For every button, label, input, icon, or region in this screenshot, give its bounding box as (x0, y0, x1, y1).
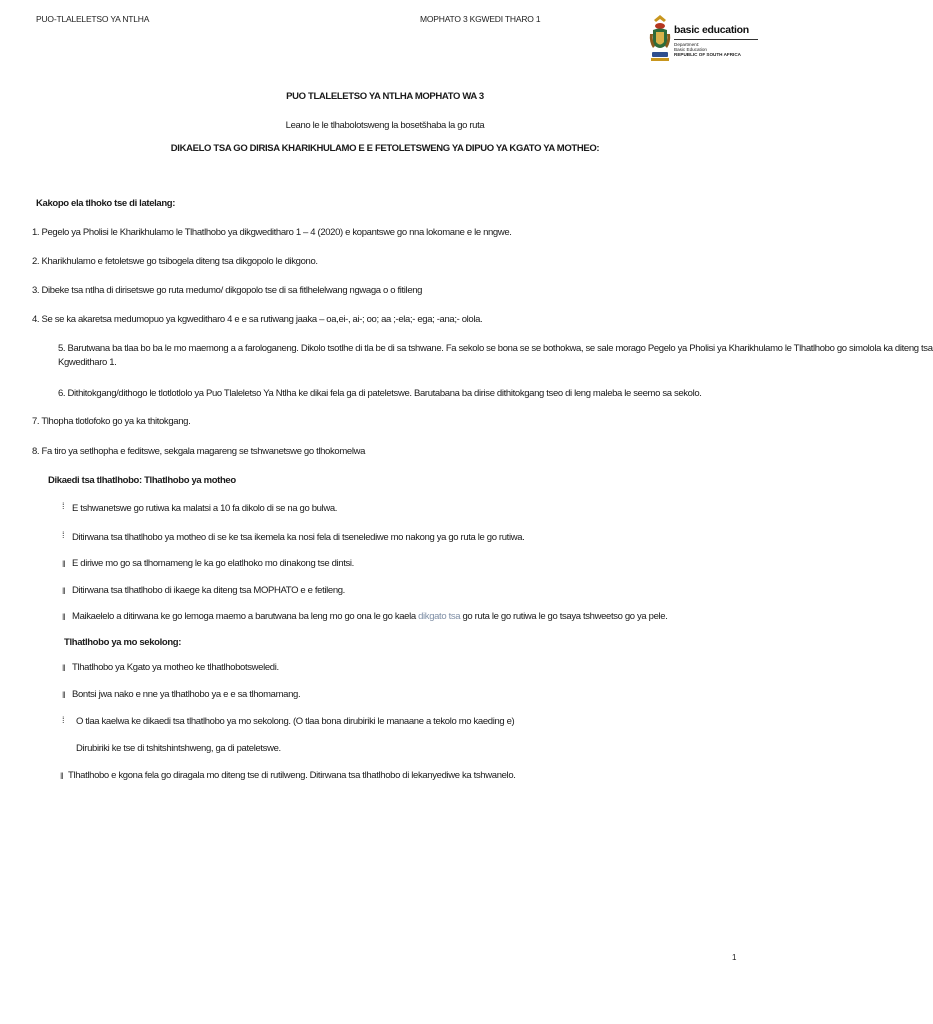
list-item-5-line-2: Kgweditharo 1. (58, 357, 117, 368)
section-1-item-2: Ditirwana tsa tlhatlhobo ya motheo di se ke tsa ikemela ka nosi fela di tsenelediwe mo nakong ya go ruta le go rutiwa. (72, 532, 525, 543)
logo-divider (674, 39, 758, 40)
list-item-3: 3. Dibeke tsa ntlha di dirisetswe go ruta medumo/ dikgopolo tse di sa fitlhelelwang ngwaga o o fitileng (32, 285, 423, 296)
bullet-icon: ‖ (62, 663, 66, 673)
bullet-icon: ‖ (62, 690, 66, 700)
document-heading: DIKAELO TSA GO DIRISA KHARIKHULAMO E E FETOLETSWENG YA DIPUO YA KGATO YA MOTHEO: (170, 143, 600, 154)
section-1-item-5 (72, 611, 668, 622)
page-number: 1 (732, 953, 737, 962)
header-center-text: MOPHATO 3 KGWEDI THARO 1 (420, 14, 541, 24)
logo-line-department: Department: (674, 42, 700, 47)
intro-text: Kakopo ela tlhoko tse di latelang: (36, 198, 176, 209)
list-item-6: 6. Dithitokgang/dithogo le tlotlotlolo ya Puo Tlaleletso Ya Ntlha ke dikai fela ga di pateletswe. Barutabana ba dirise dithitokgang tseo di leng maleba le seemo sa sekolo. (58, 388, 702, 399)
bullet-icon: ‖ (60, 771, 64, 781)
section-1-item-5-before: Maikaelelo a ditirwana ke go lemoga maemo a barutwana ba leng mo go ona le go kaela (72, 611, 419, 622)
logo-line-basic-education: Basic Education (674, 47, 707, 52)
section-2-sub-note: Dirubiriki ke tse di tshitshintshweng, ga di pateletswe. (76, 743, 281, 754)
section-2-heading: Tlhatlhobo ya mo sekolong: (64, 637, 182, 648)
bullet-icon: ‖ (62, 586, 66, 596)
section-1-item-5-highlight: dikgato tsa (418, 611, 461, 622)
section-2-item-2: Bontsi jwa nako e nne ya tlhatlhobo ya e e sa tlhomamang. (72, 689, 301, 700)
section-1-item-3: E diriwe mo go sa tlhomameng le ka go elatlhoko mo dinakong tse dintsi. (72, 558, 354, 569)
list-item-8: 8. Fa tiro ya setlhopha e feditswe, sekgala magareng se tshwanetswe go tlhokomelwa (32, 446, 366, 457)
section-1-item-1: E tshwanetswe go rutiwa ka malatsi a 10 fa dikolo di se na go bulwa. (72, 503, 338, 514)
bullet-icon: ⁞ (62, 715, 65, 725)
coat-of-arms-icon (648, 12, 672, 66)
section-2-last-item: Tlhatlhobo e kgona fela go diragala mo diteng tse di rutilweng. Ditirwana tsa tlhatlhobo di lekanyediwe ka tshwanelo. (68, 770, 516, 781)
bullet-icon: ⁞ (62, 501, 65, 511)
document-subtitle: Leano le le tlhabolotsweng la bosetšhaba la go ruta (285, 120, 485, 131)
list-item-5-line-1: 5. Barutwana ba tlaa bo ba le mo maemong a a farologaneng. Dikolo tsotlhe di tla be di sa tshwane. Fa sekolo se bona se se bothokwa, se sale morago Pegelo ya Pholisi ya Kharikhulamo le Tlhatlhobo go simolola ka diteng tsa (58, 343, 933, 354)
bullet-icon: ‖ (62, 559, 66, 569)
section-1-item-5-after: go ruta le go rutiwa le go tsaya tshweetso go ya pele. (460, 611, 668, 622)
list-item-7: 7. Tlhopha tlotlofoko go ya ka thitokgang. (32, 416, 191, 427)
section-1-heading: Dikaedi tsa tlhatlhobo: Tlhatlhobo ya motheo (48, 475, 236, 486)
list-item-4: 4. Se se ka akaretsa medumopuo ya kgweditharo 4 e e sa rutiwang jaaka – oa,ei-, ai-; oo; aa ;-ela;- ega; -ana;- olola. (32, 314, 483, 325)
section-1-item-4: Ditirwana tsa tlhatlhobo di ikaege ka diteng tsa MOPHATO e e fetileng. (72, 585, 345, 596)
document-title: PUO TLALELETSO YA NTLHA MOPHATO WA 3 (286, 91, 484, 102)
logo-line-republic: REPUBLIC OF SOUTH AFRICA (674, 52, 741, 57)
section-2-item-1: Tlhatlhobo ya Kgato ya motheo ke tlhatlhobotsweledi. (72, 662, 279, 673)
logo-title: basic education (674, 24, 749, 36)
department-logo (648, 12, 760, 68)
list-item-2: 2. Kharikhulamo e fetoletswe go tsibogela diteng tsa dikgopolo le dikgono. (32, 256, 318, 267)
bullet-icon: ‖ (62, 612, 66, 622)
section-2-item-3: O tlaa kaelwa ke dikaedi tsa tlhatlhobo ya mo sekolong. (O tlaa bona dirubiriki le manaane a tekolo mo kaeding e) (76, 716, 515, 727)
bullet-icon: ⁞ (62, 530, 65, 540)
list-item-1: 1. Pegelo ya Pholisi le Kharikhulamo le Tlhatlhobo ya dikgweditharo 1 – 4 (2020) e kopantswe go nna lokomane e le nngwe. (32, 227, 512, 238)
header-left-text: PUO-TLALELETSO YA NTLHA (36, 14, 150, 24)
